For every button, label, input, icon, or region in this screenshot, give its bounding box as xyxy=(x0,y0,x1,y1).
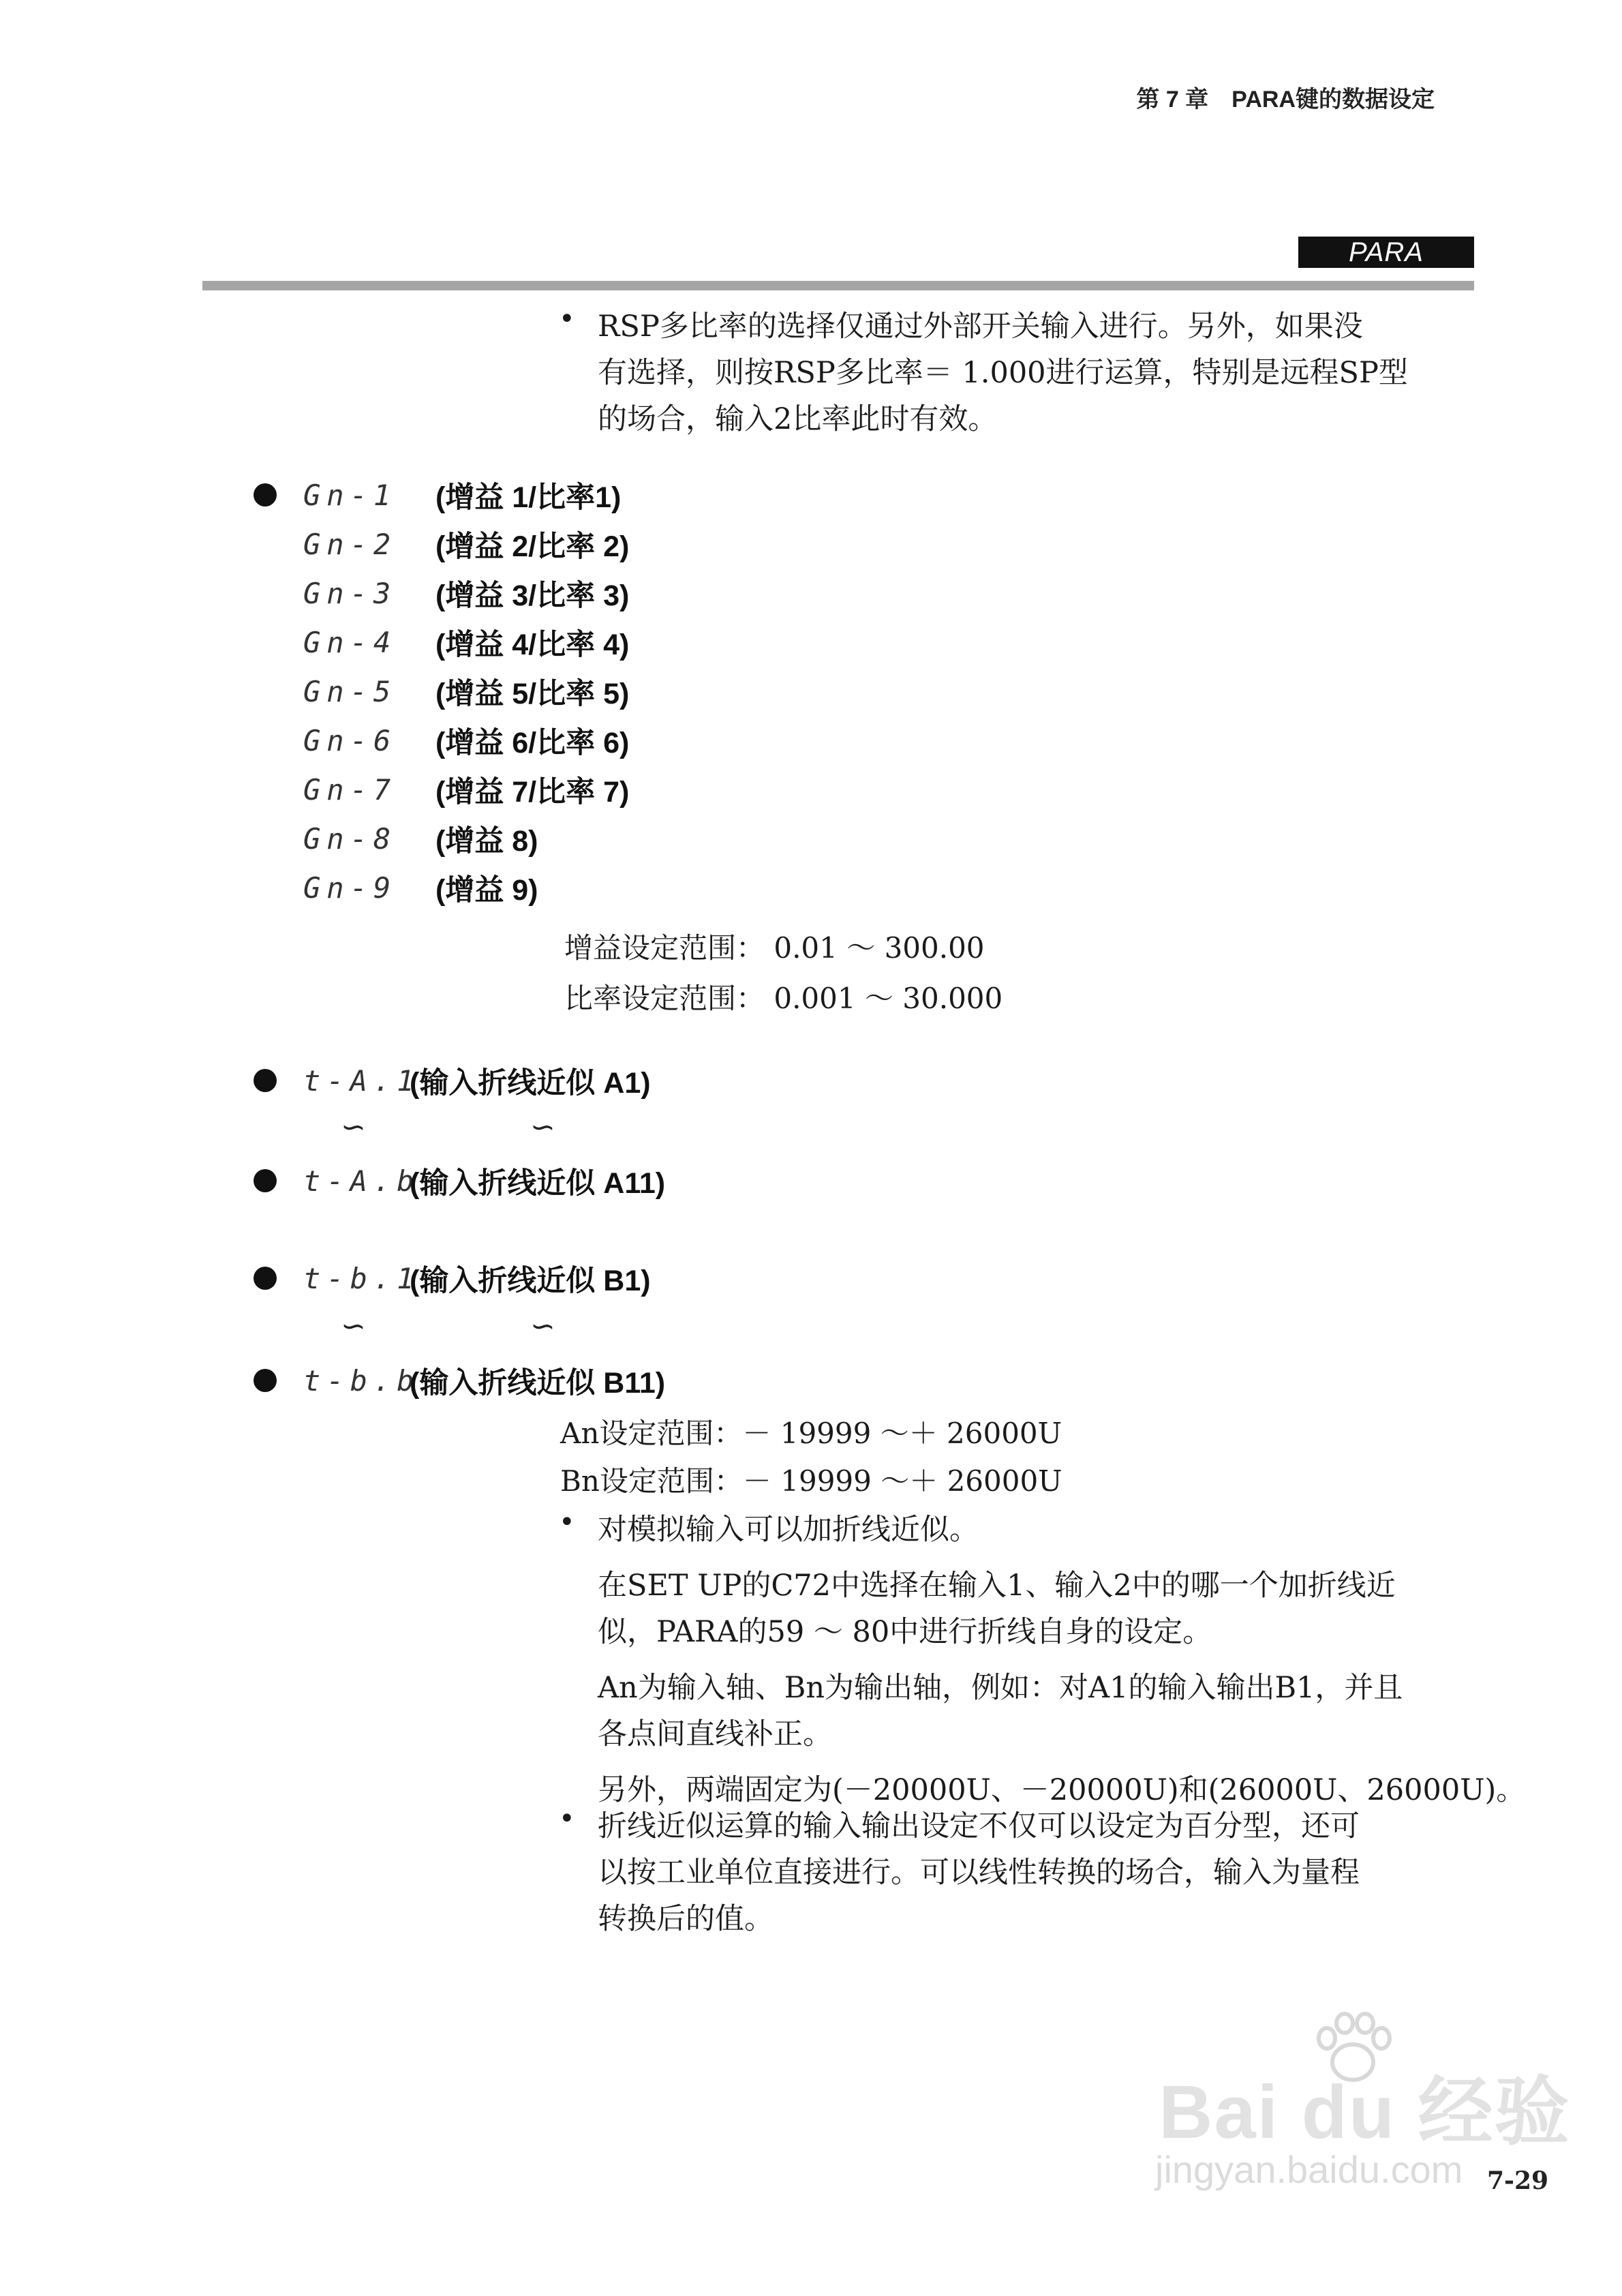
segment-code: t-A.b xyxy=(303,1164,420,1198)
range-tilde-icon: ∽ xyxy=(530,1110,555,1145)
note-line: 有选择，则按RSP多比率＝ 1.000进行运算，特别是远程SP型 xyxy=(598,356,1408,390)
watermark-brand: Bai du 经验 xyxy=(1159,2070,1571,2154)
note-analog-input xyxy=(559,1507,1525,1813)
gain-item xyxy=(303,524,629,564)
note-line: RSP多比率的选择仅通过外部开关输入进行。另外，如果没 xyxy=(598,309,1363,344)
range-tilde-icon: ∽ xyxy=(341,1110,366,1145)
segment-code: Gn-8 xyxy=(303,821,397,856)
gain-item xyxy=(303,720,629,761)
linearize-item-b1 xyxy=(303,1258,651,1299)
bullet-dot-icon xyxy=(254,1369,277,1392)
page-number: 7-29 xyxy=(1487,2166,1549,2195)
gain-item xyxy=(303,769,629,810)
gain-item xyxy=(303,818,538,859)
bullet-dot-icon xyxy=(254,483,277,507)
top-note xyxy=(559,303,1408,442)
header-divider xyxy=(202,281,1474,290)
bullet-icon: • xyxy=(559,1803,575,1834)
item-desc: (增益 2/比率 2) xyxy=(435,530,630,563)
item-desc: (输入折线近似 A1) xyxy=(410,1066,651,1100)
gain-range: 增益设定范围： 0.01 ～ 300.00 xyxy=(564,931,985,965)
note-line: 各点间直线补正。 xyxy=(598,1717,832,1751)
note-line: 折线近似运算的输入输出设定不仅可以设定为百分型，还可 xyxy=(598,1809,1360,1843)
segment-code: Gn-1 xyxy=(303,478,397,512)
note-line: 以按工业单位直接进行。可以线性转换的场合，输入为量程 xyxy=(598,1856,1360,1890)
bullet-dot-icon xyxy=(254,1169,277,1192)
watermark-url: jingyan.baidu.com xyxy=(1155,2148,1463,2191)
item-desc: (增益 5/比率 5) xyxy=(435,677,630,710)
gain-item xyxy=(303,474,621,515)
gain-item xyxy=(303,573,629,614)
segment-code: t-b.b xyxy=(303,1363,420,1398)
segment-code: Gn-9 xyxy=(303,871,397,905)
bn-range: Bn设定范围：－ 19999 ～＋ 26000U xyxy=(560,1464,1062,1498)
gain-item xyxy=(303,622,629,663)
chapter-header: 第 7 章 PARA键的数据设定 xyxy=(1136,87,1435,112)
segment-code: t-b.1 xyxy=(303,1261,420,1295)
note-line: 的场合，输入2比率此时有效。 xyxy=(598,402,998,436)
item-desc: (输入折线近似 B1) xyxy=(410,1264,651,1297)
bullet-icon: • xyxy=(559,303,575,335)
linearize-item-b11 xyxy=(303,1360,665,1401)
linearize-item-a1 xyxy=(303,1060,651,1101)
item-desc: (输入折线近似 B11) xyxy=(410,1366,666,1400)
note-line: 在SET UP的C72中选择在输入1、输入2中的哪一个加折线近 xyxy=(598,1569,1396,1603)
range-tilde-icon: ∽ xyxy=(341,1309,366,1344)
segment-code: Gn-7 xyxy=(303,772,397,806)
item-desc: (增益 8) xyxy=(435,824,538,858)
item-desc: (增益 7/比率 7) xyxy=(435,775,630,809)
bullet-icon: • xyxy=(559,1507,575,1538)
linearize-item-a11 xyxy=(303,1160,665,1201)
segment-code: Gn-6 xyxy=(303,723,397,757)
bullet-dot-icon xyxy=(254,1069,277,1092)
item-desc: (增益 4/比率 4) xyxy=(435,628,630,661)
note-line: An为输入轴、Bn为输出轴，例如：对A1的输入输出B1，并且 xyxy=(598,1671,1403,1705)
bullet-dot-icon xyxy=(254,1267,277,1290)
segment-code: Gn-4 xyxy=(303,625,397,659)
segment-code: Gn-3 xyxy=(303,576,397,610)
para-tab-label: PARA xyxy=(1298,237,1474,268)
ratio-range: 比率设定范围： 0.001 ～ 30.000 xyxy=(564,982,1003,1015)
range-tilde-icon: ∽ xyxy=(530,1309,555,1344)
gain-item xyxy=(303,671,629,712)
item-desc: (增益 1/比率1) xyxy=(435,481,622,514)
note-line: 对模拟输入可以加折线近似。 xyxy=(598,1513,979,1547)
gain-item xyxy=(303,867,538,908)
an-range: An设定范围：－ 19999 ～＋ 26000U xyxy=(560,1417,1062,1450)
segment-code: Gn-2 xyxy=(303,527,397,561)
note-line: 转换后的值。 xyxy=(598,1902,774,1936)
item-desc: (输入折线近似 A11) xyxy=(410,1166,666,1200)
note-line: 似，PARA的59 ～ 80中进行折线自身的设定。 xyxy=(598,1615,1212,1649)
item-desc: (增益 6/比率 6) xyxy=(435,726,630,759)
item-desc: (增益 3/比率 3) xyxy=(435,579,630,612)
segment-code: Gn-5 xyxy=(303,674,397,708)
note-linearize-units xyxy=(559,1803,1360,1942)
segment-code: t-A.1 xyxy=(303,1063,420,1098)
note-line: 另外，两端固定为(－20000U、－20000U)和(26000U、26000U)。 xyxy=(598,1773,1526,1807)
item-desc: (增益 9) xyxy=(435,873,538,907)
